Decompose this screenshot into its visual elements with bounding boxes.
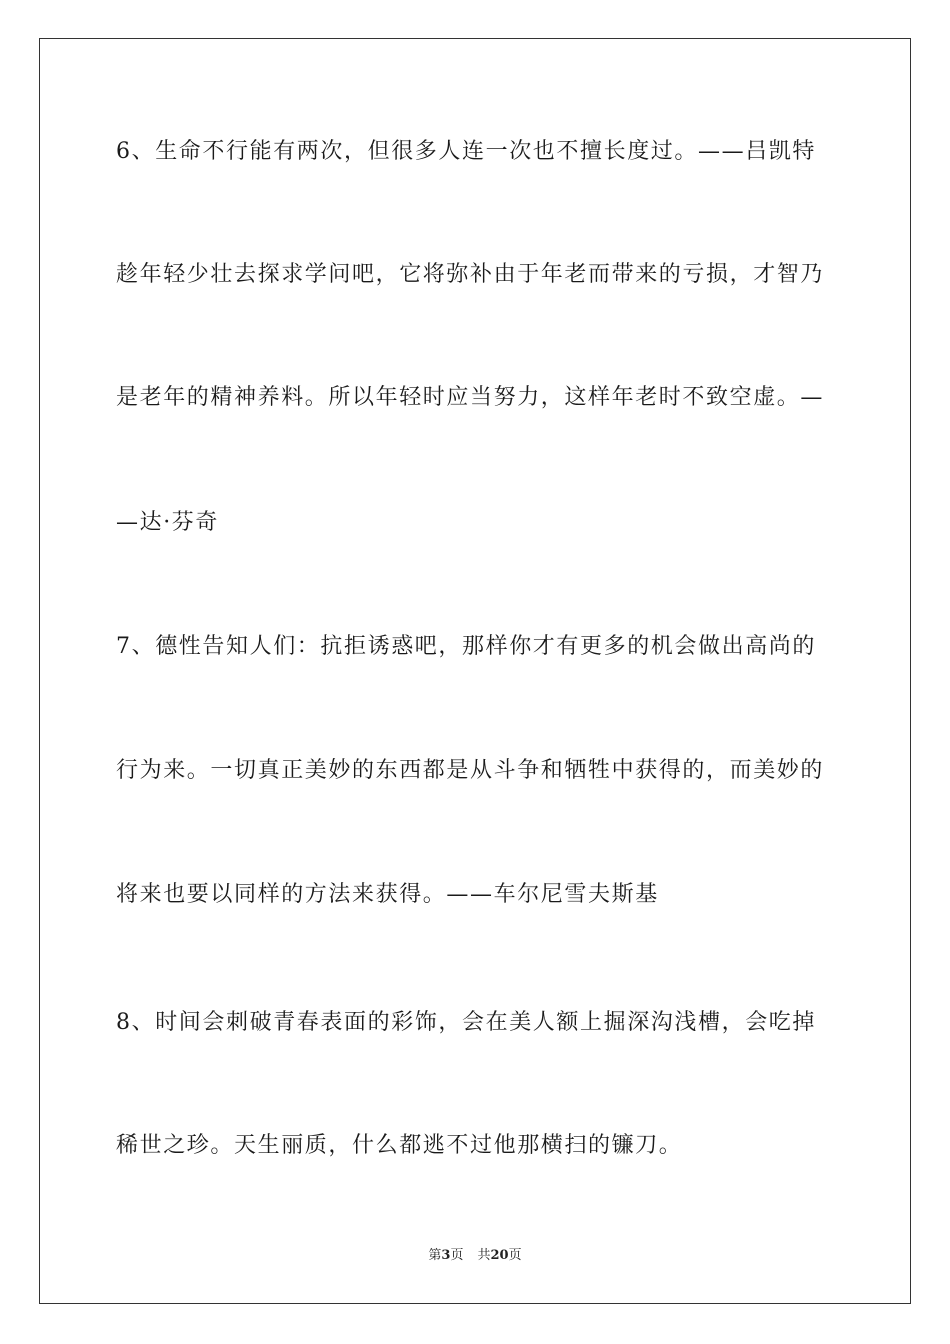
text-line: 趁年轻少壮去探求学问吧，它将弥补由于年老而带来的亏损，才智乃 xyxy=(116,262,825,287)
text-line: 6、生命不行能有两次，但很多人连一次也不擅长度过。——吕凯特 xyxy=(116,139,816,164)
page-number: 3 xyxy=(441,1248,451,1263)
page-prefix: 第 xyxy=(428,1248,442,1263)
text-line: 稀世之珍。天生丽质，什么都逃不过他那横扫的镰刀。 xyxy=(116,1133,683,1158)
text-line: 是老年的精神养料。所以年轻时应当努力，这样年老时不致空虚。— xyxy=(116,385,825,410)
text-line: 行为来。一切真正美妙的东西都是从斗争和牺牲中获得的，而美妙的 xyxy=(116,758,825,783)
total-prefix: 共 xyxy=(477,1248,491,1263)
page-border xyxy=(39,38,911,1304)
text-line: 8、时间会刺破青春表面的彩饰，会在美人额上掘深沟浅槽，会吃掉 xyxy=(116,1010,816,1035)
total-pages: 20 xyxy=(490,1248,509,1263)
total-suffix: 页 xyxy=(508,1248,522,1263)
text-line: 7、德性告知人们：抗拒诱惑吧，那样你才有更多的机会做出高尚的 xyxy=(116,634,816,659)
text-line: —达·芬奇 xyxy=(116,510,219,535)
page-suffix: 页 xyxy=(450,1248,464,1263)
page-footer xyxy=(0,1247,950,1265)
text-line: 将来也要以同样的方法来获得。——车尔尼雪夫斯基 xyxy=(116,882,659,907)
